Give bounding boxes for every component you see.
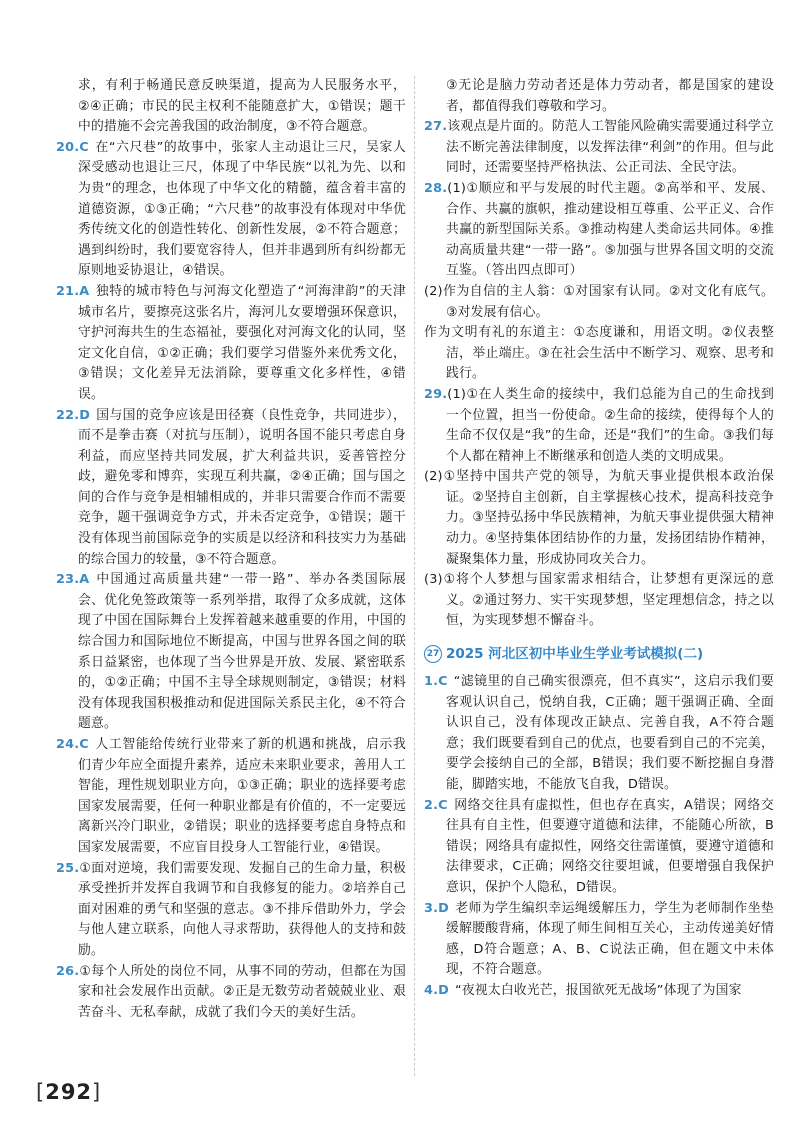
item-answer: C [438, 797, 448, 813]
item-number: 21. [56, 283, 80, 299]
item-answer: D [438, 982, 449, 998]
section-number-badge: 27 [424, 645, 442, 663]
answer-item-s4 [424, 981, 774, 1002]
item-part-3: (3)①将个人梦想与国家需求相结合，让梦想有更深远的意义。②通过努力、实干实现梦想，坚定理想信念，持之以恒，为实现梦想不懈奋斗。 [424, 572, 774, 629]
item-number: 1. [424, 674, 439, 690]
carryover-paragraph: 求，有利于畅通民意反映渠道，提高为人民服务水平，②④正确；市民的民主权利不能随意扩大，①错误；题干中的措施不会完善我国的政治制度，③不符合题意。 [78, 78, 406, 135]
answer-item-24 [56, 735, 406, 859]
item-number: 23. [56, 572, 80, 588]
item-explanation: 在“六尺巷”的故事中，张家人主动退让三尺，吴家人深受感动也退让三尺，体现了中华民族“以礼为先、以和为贵”的理念，也体现了中华文化的精髓，蕴含着丰富的道德资源，①③正确；“六尺巷”的故事没有体现对中华优秀传统文化的创造性转化、创新性发展，②不符合题意；遇到纠纷时，我们要宽容待人，但并非遇到所有纠纷都无原则地妥协退让，④错误。 [78, 139, 406, 279]
item-answer: A [79, 572, 90, 588]
answer-item-26 [56, 962, 406, 1024]
item-explanation: 独特的城市特色与河海文化塑造了“河海津韵”的天津城市名片，要擦亮这张名片，海河儿女要增强环保意识，守护河海共生的生态福祉，要强化对河海文化的认同，坚定文化自信，①②正确；我们要学习借鉴外来优秀文化，③错误；文化差异无法消除，要尊重文化多样性，④错误。 [78, 283, 406, 402]
answer-item-23 [56, 570, 406, 735]
section-heading [424, 642, 774, 666]
item-explanation: 该观点是片面的。防范人工智能风险确实需要通过科学立法不断完善法律制度，以发挥法律“利剑”的作用。但与此同时，还需要坚持严格执法、公正司法、全民守法。 [446, 119, 774, 176]
answer-item-s2 [424, 796, 774, 899]
item-part-1: (1)①在人类生命的接续中，我们总能为自己的生命找到一个位置，担当一份使命。②生命的接续，使得每个人的生命不仅仅是“我”的生命，还是“我们”的生命。③我们每个人都在精神上不断继承和创造人类的文明成果。 [446, 386, 775, 464]
section-title: 2025 河北区初中毕业生学业考试模拟(二) [446, 646, 704, 663]
item-explanation: 国与国的竞争应该是田径赛（良性竞争，共同进步），而不是拳击赛（对抗与压制），说明各国不能只考虑自身利益，而应坚持共同发展，扩大利益共识，妥善管控分歧，避免零和博弈，实现互利共赢，②④正确；国与国之间的合作与竞争是相辅相成的，并非只需要合作而不需要竞争，题干强调竞争方式，并未否定竞争，①错误；题干没有体现当前国际竞争的实质是以经济和科技实力为基础的综合国力的较量，③不符合题意。 [78, 407, 406, 567]
right-column [424, 76, 774, 1002]
item-explanation: “滤镜里的自己确实很漂亮，但不真实”，这启示我们要客观认识自己，悦纳自我，C正确；题干强调正确、全面认识自己，没有体现改正缺点、完善自我，A不符合题意；我们既要看到自己的优点，也要看到自己的不完美，要学会接纳自己的全部，B错误；我们要不断挖掘自身潜能，脚踏实地，不能放飞自我，D错误。 [446, 674, 774, 792]
item-explanation: ①每个人所处的岗位不同，从事不同的劳动，但都在为国家和社会发展作出贡献。②正是无数劳动者兢兢业业、艰苦奋斗、无私奉献，成就了我们今天的美好生活。 [78, 963, 406, 1020]
item-number: 29. [424, 386, 448, 402]
item-answer: C [79, 139, 89, 155]
item-number: 26. [56, 963, 80, 979]
item-explanation: 老师为学生编织幸运绳缓解压力，学生为老师制作坐垫缓解腰酸背痛，体现了师生间相互关心，主动传递美好情感，D符合题意；A、B、C说法正确，但在题文中未体现，不符合题意。 [446, 900, 774, 978]
item-number: 2. [424, 797, 439, 813]
item-explanation: 人工智能给传统行业带来了新的机遇和挑战，启示我们青少年应全面提升素养，适应未来职业要求，善用人工智能，理性规划职业方向，①③正确；职业的选择要考虑国家发展需要，任何一种职业都是有价值的，不一定要远离新兴冷门职业，②错误；职业的选择要考虑自身特点和国家发展需要，不应盲目投身人工智能行业，④错误。 [78, 737, 406, 855]
left-column [56, 76, 406, 1023]
answer-item-29 [424, 385, 774, 632]
column-divider [414, 76, 415, 1076]
item-answer: D [79, 407, 91, 423]
answer-item-22 [56, 406, 406, 571]
answer-item-25 [56, 859, 406, 962]
item-number: 22. [56, 407, 80, 423]
item-explanation: “夜视太白收光芒，报国欲死无战场”体现了为国家 [455, 982, 742, 998]
item-answer: A [79, 283, 90, 299]
answer-item-s1 [424, 672, 774, 796]
item-part-3: 作为文明有礼的东道主：①态度谦和，用语文明。②仪表整洁，举止端庄。③在社会生活中不断学习、观察、思考和践行。 [424, 325, 774, 382]
answer-item-21 [56, 282, 406, 406]
answer-item-27 [424, 117, 774, 179]
item-number: 24. [56, 737, 80, 752]
answer-item-28 [424, 179, 774, 385]
page-number-value: 292 [45, 1080, 93, 1104]
item-part-2: (2)作为自信的主人翁：①对国家有认同。②对文化有底气。③对发展有信心。 [424, 283, 774, 320]
item-answer: C [438, 674, 448, 690]
item-number: 3. [424, 900, 439, 916]
item-explanation: 网络交往具有虚拟性，但也存在真实，A错误；网络交往具有自主性，但要遵守道德和法律，不能随心所欲，B错误；网络具有虚拟性，网络交往需谨慎，要遵守道德和法律要求，C正确；网络交往要坦诚，但要增强自我保护意识，保护个人隐私，D错误。 [446, 797, 774, 895]
item-explanation: ①面对逆境，我们需要发现、发掘自己的生命力量，积极承受挫折并发挥自我调节和自我修复的能力。②培养自己面对困难的勇气和坚强的意志。③不排斥借助外力，学会与他人建立联系，向他人寻求帮助，获得他人的支持和鼓励。 [78, 860, 406, 958]
item-number: 28. [424, 180, 448, 196]
item-number: 20. [56, 139, 80, 155]
item-answer: C [79, 737, 89, 752]
item-part-2: (2)①坚持中国共产党的领导，为航天事业提供根本政治保证。②坚持自主创新，自主掌握核心技术，提高科技竞争力。③坚持弘扬中华民族精神，为航天事业提供强大精神动力。④坚持集体团结协作的力量，发扬团结协作精神，凝聚集体力量，形成协同攻关合力。 [424, 469, 774, 567]
answer-item-20 [56, 138, 406, 282]
item-part-1: (1)①顺应和平与发展的时代主题。②高举和平、发展、合作、共赢的旗帜，推动建设相互尊重、公平正义、合作共赢的新型国际关系。③推动构建人类命运共同体。④推动高质量共建“一带一路”。⑤加强与世界各国文明的交流互鉴。（答出四点即可） [446, 180, 774, 279]
page-number: [292] [36, 1080, 102, 1104]
item-explanation: 中国通过高质量共建“一带一路”、举办各类国际展会、优化免签政策等一系列举措，取得了众多成就，这体现了中国在国际舞台上发挥着越来越重要的作用，中国的综合国力和国际地位不断提高，中国与世界各国之间的联系日益紧密，也体现了当今世界是开放、发展、紧密联系的，①②正确；中国不主导全球规则制定，③错误；材料没有体现我国积极推动和促进国际关系民主化，④不符合题意。 [78, 572, 406, 732]
item-number: 4. [424, 982, 439, 998]
item-number: 25. [56, 860, 80, 876]
carryover-paragraph: ③无论是脑力劳动者还是体力劳动者，都是国家的建设者，都值得我们尊敬和学习。 [446, 78, 774, 114]
item-number: 27. [424, 119, 448, 135]
item-answer: D [438, 900, 449, 916]
answer-item-s3 [424, 899, 774, 981]
